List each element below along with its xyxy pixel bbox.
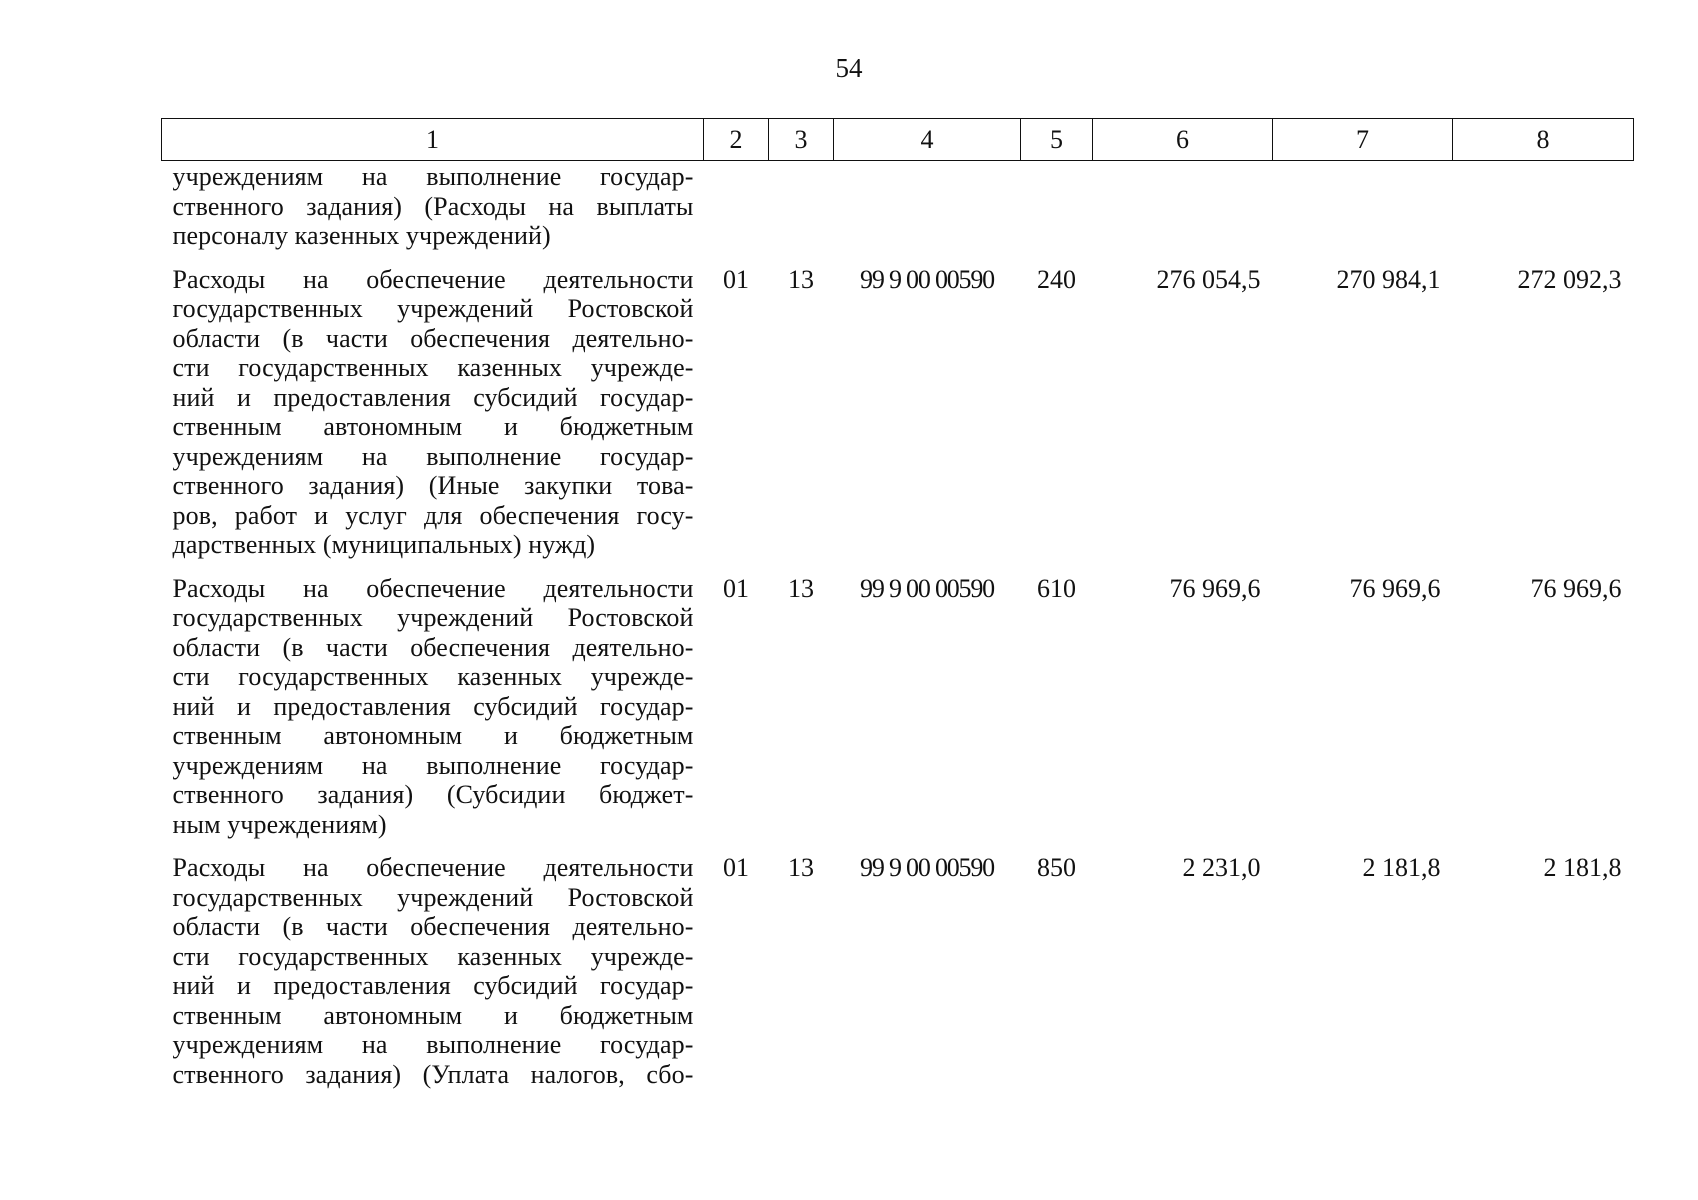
description-line: государственных учреждений Ростовской [172, 603, 694, 632]
description-line: учреждениям на выполнение государ- [172, 162, 694, 191]
empty-cell [1273, 161, 1453, 260]
page-number: 54 [835, 53, 863, 83]
subsection-code: 13 [788, 264, 814, 294]
description-line: ственным автономным и бюджетным [172, 412, 694, 441]
table-row [162, 569, 1634, 849]
description-line: учреждениям на выполнение государ- [172, 1030, 694, 1059]
description-line: государственных учреждений Ростовской [172, 882, 694, 912]
description-line: ственного задания) (Субсидии бюджет- [172, 780, 694, 809]
header-col-1: 1 [162, 119, 704, 161]
header-col-5: 5 [1021, 119, 1093, 161]
header-col-3: 3 [769, 119, 834, 161]
description-line: сти государственных казенных учрежде- [172, 353, 694, 382]
expense-type-code: 850 [1037, 853, 1076, 882]
amount-col-8: 2 181,8 [1543, 853, 1622, 882]
description-line: сти государственных казенных учрежде- [172, 662, 694, 691]
description-line: дарственных (муниципальных) нужд) [172, 530, 596, 559]
description-line: ственного задания) (Расходы на выплаты [172, 191, 694, 221]
row-description [162, 848, 704, 1098]
description-line: ний и предоставления субсидий государ- [172, 691, 694, 721]
section-code: 01 [723, 853, 749, 882]
section-code: 01 [723, 264, 749, 294]
description-line: области (в части обеспечения деятельно- [172, 632, 694, 662]
description-line: учреждениям на выполнение государ- [172, 750, 694, 780]
description-line: ственного задания) (Уплата налогов, сбо- [172, 1059, 694, 1089]
header-col-2: 2 [704, 119, 769, 161]
header-col-7: 7 [1273, 119, 1453, 161]
table-row [162, 848, 1634, 1098]
description-line: ственного задания) (Иные закупки това- [172, 471, 694, 500]
description-line: персоналу казенных учреждений) [172, 221, 551, 250]
description-line: области (в части обеспечения деятельно- [172, 323, 694, 353]
subsection-code: 13 [788, 853, 814, 882]
amount-col-6: 2 231,0 [1182, 853, 1261, 882]
description-line: сти государственных казенных учрежде- [172, 941, 694, 971]
amount-col-8: 272 092,3 [1517, 264, 1622, 294]
description-line: ственным автономным и бюджетным [172, 1000, 694, 1030]
row-description [162, 161, 704, 260]
description-line: Расходы на обеспечение деятельности [172, 853, 694, 882]
description-line: области (в части обеспечения деятельно- [172, 912, 694, 941]
empty-cell [834, 161, 1021, 260]
amount-col-7: 2 181,8 [1362, 853, 1441, 882]
description-line: ний и предоставления субсидий государ- [172, 382, 694, 412]
header-col-8: 8 [1453, 119, 1634, 161]
header-col-6: 6 [1093, 119, 1273, 161]
target-article-code: 99 9 00 00590 [860, 853, 994, 882]
amount-col-7: 270 984,1 [1336, 264, 1441, 294]
description-line: ным учреждениям) [172, 809, 387, 839]
amount-col-6: 276 054,5 [1156, 264, 1261, 294]
amount-col-8: 76 969,6 [1530, 573, 1622, 603]
amount-col-6: 76 969,6 [1169, 573, 1261, 603]
target-article-code: 99 9 00 00590 [860, 573, 994, 603]
description-line: государственных учреждений Ростовской [172, 294, 694, 323]
expense-type-code: 240 [1037, 264, 1076, 294]
description-line: Расходы на обеспечение деятельности [172, 264, 694, 294]
description-line: Расходы на обеспечение деятельности [172, 573, 694, 603]
description-line: учреждениям на выполнение государ- [172, 441, 694, 471]
amount-col-7: 76 969,6 [1349, 573, 1441, 603]
header-row [162, 119, 1634, 161]
target-article-code: 99 9 00 00590 [860, 264, 994, 294]
description-line: ров, работ и услуг для обеспечения госу- [172, 500, 694, 530]
table-body [162, 161, 1634, 1099]
empty-cell [704, 161, 769, 260]
expense-type-code: 610 [1037, 573, 1076, 603]
section-code: 01 [723, 573, 749, 603]
budget-table [161, 118, 1634, 1098]
table-row [162, 260, 1634, 569]
header-col-4: 4 [834, 119, 1021, 161]
empty-cell [1021, 161, 1093, 260]
empty-cell [1453, 161, 1634, 260]
empty-cell [1093, 161, 1273, 260]
row-description [162, 569, 704, 849]
row-description [162, 260, 704, 569]
subsection-code: 13 [788, 573, 814, 603]
table-row-continuation [162, 161, 1634, 260]
empty-cell [769, 161, 834, 260]
table-header [162, 119, 1634, 161]
description-line: ственным автономным и бюджетным [172, 721, 694, 750]
description-line: ний и предоставления субсидий государ- [172, 971, 694, 1000]
